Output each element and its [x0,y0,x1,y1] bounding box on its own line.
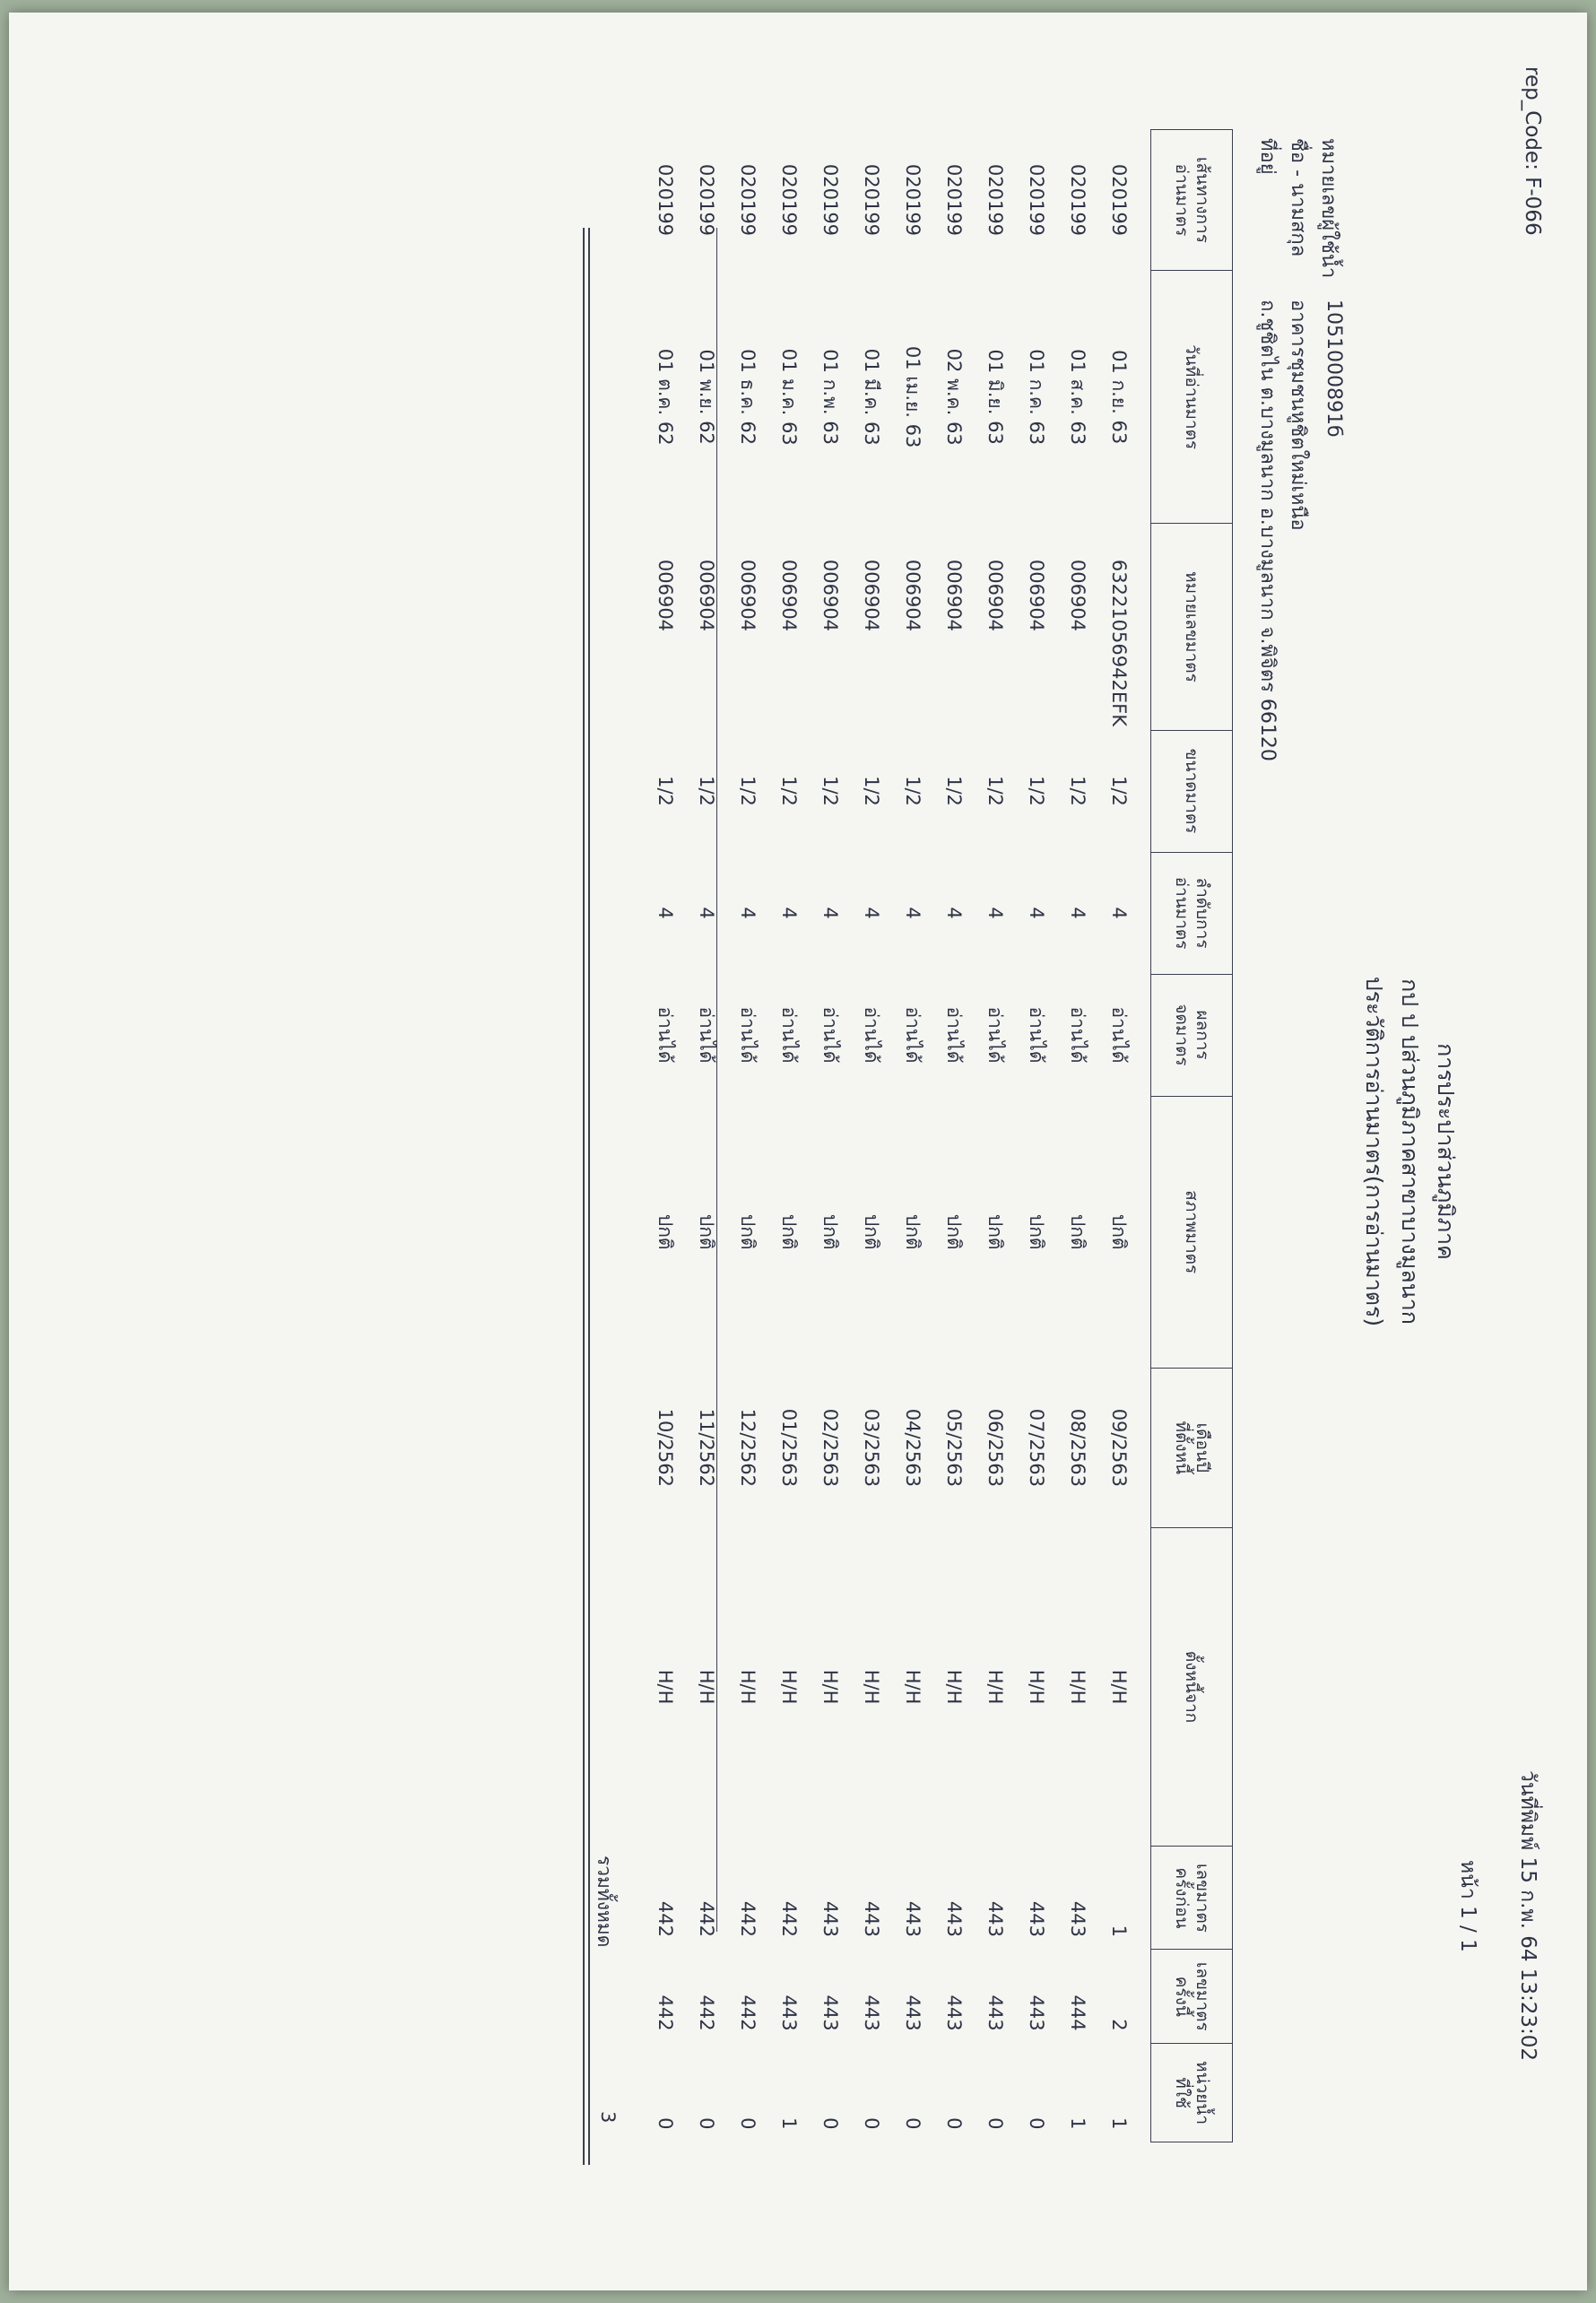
cell-read-order: 4 [861,907,882,919]
cell-meter-number: 006904 [1067,559,1089,632]
col-bill-source: ตั้งหนี้จาก [1151,1527,1233,1847]
col-meter-size: ขนาดมาตร [1151,730,1233,852]
cell-read-result: อ่านได้ [943,1006,966,1064]
cell-previous-reading: 443 [1067,1900,1089,1937]
cell-bill-source: H/H [778,1669,800,1705]
cell-route: 020199 [861,163,882,237]
cell-bill-source: H/H [902,1669,924,1705]
cell-route: 020199 [984,163,1006,237]
cell-meter-size: 1/2 [984,776,1006,806]
cell-route: 020199 [943,163,965,237]
cell-read-order: 4 [778,907,800,919]
cell-billing-month: 06/2563 [984,1408,1006,1487]
cell-bill-source: H/H [1067,1669,1089,1705]
cell-units-used: 0 [737,2117,759,2130]
cell-read-order: 4 [1067,907,1089,919]
cell-units-used: 0 [696,2117,717,2130]
total-rule-lower [583,228,585,2165]
report-title: ประวัติการอ่านมาตร(การอ่านมาตร) [1361,976,1387,1327]
cell-read-date: 01 ธ.ค. 62 [737,349,759,446]
cell-meter-number: 006904 [902,559,924,632]
cell-route: 020199 [655,163,676,237]
cell-meter-condition: ปกติ [1067,1213,1089,1250]
cell-current-reading: 443 [778,1994,800,2031]
cell-current-reading: 442 [655,1994,676,2031]
cell-previous-reading: 442 [655,1900,676,1937]
cell-bill-source: H/H [861,1669,882,1705]
table-row [933,130,975,2142]
cell-meter-condition: ปกติ [696,1213,718,1250]
cell-meter-number: 006904 [737,559,759,632]
cell-meter-number: 006904 [984,559,1006,632]
cell-meter-number: 006904 [1026,559,1047,632]
cell-bill-source: H/H [655,1669,676,1705]
cell-billing-month: 11/2562 [696,1408,717,1487]
cell-units-used: 0 [861,2117,882,2130]
table-row [686,130,727,2142]
cell-meter-number: 63221056942EFK [1108,559,1130,726]
cell-units-used: 0 [820,2117,841,2130]
cell-meter-condition: ปกติ [943,1213,966,1250]
table-row [1057,130,1098,2142]
cell-meter-size: 1/2 [820,776,841,806]
cell-route: 020199 [696,163,717,237]
cell-read-result: อ่านได้ [778,1006,801,1064]
cell-read-date: 01 มิ.ย. 63 [984,349,1007,445]
cell-read-date: 01 ก.ค. 63 [1026,349,1048,446]
cell-read-order: 4 [696,907,717,919]
col-units-used: หน่วยน้ำ ที่ใช้ [1151,2044,1233,2142]
cell-meter-number: 006904 [943,559,965,632]
cell-meter-size: 1/2 [655,776,676,806]
cell-bill-source: H/H [1108,1669,1130,1705]
total-label: รวมทั้งหมด [594,1855,615,1948]
cell-meter-size: 1/2 [861,776,882,806]
cell-units-used: 0 [1026,2117,1047,2130]
cell-units-used: 0 [655,2117,676,2130]
cell-billing-month: 07/2563 [1026,1408,1047,1487]
cell-meter-condition: ปกติ [902,1213,924,1250]
table-row [727,130,768,2142]
cell-read-date: 02 พ.ค. 63 [943,348,966,446]
col-read-order: ลำดับการ อ่านมาตร [1151,852,1233,974]
cell-bill-source: H/H [943,1669,965,1705]
cell-route: 020199 [737,163,759,237]
cell-bill-source: H/H [984,1669,1006,1705]
cell-units-used: 1 [1108,2117,1130,2130]
cell-units-used: 0 [902,2117,924,2130]
cell-current-reading: 2 [1108,2019,1130,2031]
cell-billing-month: 09/2563 [1108,1408,1130,1487]
cell-bill-source: H/H [820,1669,841,1705]
cell-read-result: อ่านได้ [861,1006,883,1064]
cell-billing-month: 08/2563 [1067,1408,1089,1487]
cell-meter-condition: ปกติ [861,1213,883,1250]
cell-read-result: อ่านได้ [902,1006,924,1064]
cell-meter-size: 1/2 [778,776,800,806]
cell-meter-size: 1/2 [696,776,717,806]
cell-meter-number: 006904 [820,559,841,632]
account-label: หมายเลขผู้ใช้น้ำ [1317,138,1340,279]
cell-meter-condition: ปกติ [737,1213,759,1250]
cell-read-date: 01 ก.พ. 63 [820,349,842,445]
page-number: หน้า 1 / 1 [1456,1860,1479,1952]
cell-read-order: 4 [943,907,965,919]
cell-previous-reading: 443 [820,1900,841,1937]
table-row [810,130,851,2142]
cell-meter-condition: ปกติ [820,1213,842,1250]
meter-history-table [645,129,1233,2142]
cell-previous-reading: 443 [1026,1900,1047,1937]
col-read-date: วันที่อ่านมาตร [1151,270,1233,523]
table-header-row [1151,130,1233,2142]
cell-previous-reading: 443 [861,1900,882,1937]
cell-meter-number: 006904 [861,559,882,632]
cell-billing-month: 10/2562 [655,1408,676,1487]
cell-meter-size: 1/2 [1026,776,1047,806]
cell-previous-reading: 443 [984,1900,1006,1937]
total-rule-upper [588,228,590,2165]
table-row [1016,130,1057,2142]
cell-billing-month: 05/2563 [943,1408,965,1487]
cell-read-date: 01 มี.ค. 63 [861,348,883,446]
cell-route: 020199 [778,163,800,237]
cell-route: 020199 [820,163,841,237]
col-current-reading: เลขมาตร ครั้งนี้ [1151,1950,1233,2044]
cell-read-result: อ่านได้ [655,1006,677,1064]
cell-read-order: 4 [1108,907,1130,919]
total-value: 3 [597,2111,619,2124]
organization-title: การประปาส่วนภูมิภาค [1433,1043,1459,1260]
cell-current-reading: 443 [984,1994,1006,2031]
cell-meter-condition: ปกติ [984,1213,1007,1250]
cell-current-reading: 443 [1026,1994,1047,2031]
report-code: rep_Code: F-066 [1521,66,1544,236]
cell-meter-size: 1/2 [1108,776,1130,806]
cell-read-result: อ่านได้ [820,1006,842,1064]
cell-read-result: อ่านได้ [696,1006,718,1064]
table-row [851,130,892,2142]
cell-meter-condition: ปกติ [1108,1213,1131,1250]
table-body [645,130,1151,2142]
cell-read-order: 4 [655,907,676,919]
cell-meter-condition: ปกติ [778,1213,801,1250]
cell-previous-reading: 443 [902,1900,924,1937]
cell-bill-source: H/H [696,1669,717,1705]
cell-read-result: อ่านได้ [1067,1006,1089,1064]
cell-read-order: 4 [1026,907,1047,919]
cell-previous-reading: 442 [737,1900,759,1937]
cell-route: 020199 [1026,163,1047,237]
cell-read-result: อ่านได้ [1108,1006,1131,1064]
cell-route: 020199 [1067,163,1089,237]
col-meter-condition: สภาพมาตร [1151,1096,1233,1368]
cell-bill-source: H/H [1026,1669,1047,1705]
address-value: ถ.ชูชิตไน ต.บางมูลนาก อ.บางมูลนาก จ.พิจิตร 66120 [1256,300,1279,761]
cell-current-reading: 443 [861,1994,882,2031]
cell-previous-reading: 443 [943,1900,965,1937]
cell-read-result: อ่านได้ [1026,1006,1048,1064]
table-row [892,130,933,2142]
col-previous-reading: เลขมาตร ครั้งก่อน [1151,1847,1233,1950]
cell-read-result: อ่านได้ [737,1006,759,1064]
cell-current-reading: 443 [943,1994,965,2031]
cell-billing-month: 02/2563 [820,1408,841,1487]
account-value: 1051000891б [1323,300,1345,438]
table-row [645,130,686,2142]
col-route: เส้นทางการ อ่านมาตร [1151,130,1233,271]
cell-meter-number: 006904 [655,559,676,632]
cell-billing-month: 12/2562 [737,1408,759,1487]
cell-billing-month: 03/2563 [861,1408,882,1487]
cell-current-reading: 444 [1067,1994,1089,2031]
cell-meter-condition: ปกติ [655,1213,677,1250]
cell-previous-reading: 442 [778,1900,800,1937]
cell-current-reading: 443 [902,1994,924,2031]
cell-read-order: 4 [984,907,1006,919]
name-value: อาคารชุมชนหูชิตใหม่เหนือ [1287,300,1309,531]
cell-bill-source: H/H [737,1669,759,1705]
cell-route: 020199 [902,163,924,237]
cell-read-date: 01 ม.ค. 63 [778,348,801,446]
cell-route: 020199 [1108,163,1130,237]
cell-read-date: 01 ส.ค. 63 [1067,349,1089,446]
cell-meter-number: 006904 [696,559,717,632]
print-date: วันที่พิมพ์ 15 ก.พ. 64 13:23:02 [1516,1770,1540,2062]
table-bottom-rule [716,228,717,1932]
col-read-result: ผลการ จดมาตร [1151,974,1233,1096]
cell-current-reading: 442 [737,1994,759,2031]
table-row [768,130,810,2142]
cell-meter-size: 1/2 [902,776,924,806]
cell-meter-number: 006904 [778,559,800,632]
cell-read-date: 01 เม.ย. 63 [902,345,924,448]
cell-meter-size: 1/2 [1067,776,1089,806]
paper-sheet [9,13,1587,2290]
address-label: ที่อยู่ [1256,138,1279,175]
col-billing-month: เดือนปี ที่ตั้งหนี้ [1151,1368,1233,1527]
cell-read-order: 4 [820,907,841,919]
cell-meter-size: 1/2 [943,776,965,806]
cell-current-reading: 442 [696,1994,717,2031]
report-page [9,30,1569,2273]
cell-meter-size: 1/2 [737,776,759,806]
cell-read-result: อ่านได้ [984,1006,1007,1064]
cell-read-date: 01 ต.ค. 62 [655,348,677,446]
cell-billing-month: 04/2563 [902,1408,924,1487]
cell-meter-condition: ปกติ [1026,1213,1048,1250]
branch-title: กป ป ปส่วนภูมิภาคสาขาบางมูลนาก [1397,978,1423,1325]
cell-read-date: 01 ก.ย. 63 [1108,350,1131,445]
cell-billing-month: 01/2563 [778,1408,800,1487]
cell-read-date: 01 พ.ย. 62 [696,349,718,445]
table-row [1098,130,1151,2142]
cell-read-order: 4 [902,907,924,919]
cell-previous-reading: 442 [696,1900,717,1937]
col-meter-number: หมายเลขมาตร [1151,524,1233,730]
cell-units-used: 0 [984,2117,1006,2130]
cell-units-used: 1 [778,2117,800,2130]
name-label: ชื่อ - นามสกุล [1287,138,1309,257]
cell-units-used: 1 [1067,2117,1089,2130]
table-row [975,130,1016,2142]
cell-previous-reading: 1 [1108,1925,1130,1937]
cell-units-used: 0 [943,2117,965,2130]
cell-current-reading: 443 [820,1994,841,2031]
cell-read-order: 4 [737,907,759,919]
